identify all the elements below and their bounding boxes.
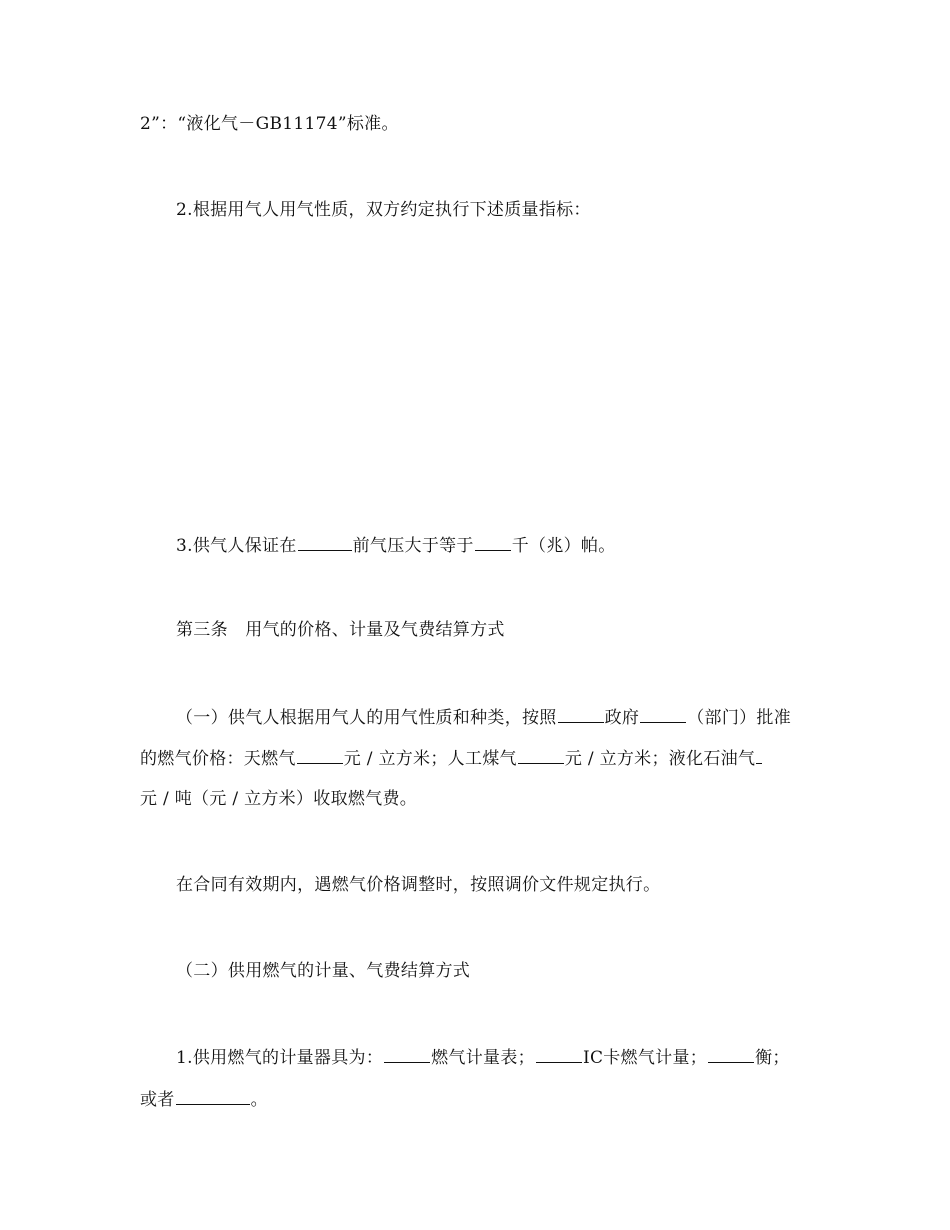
government-blank[interactable] xyxy=(558,706,604,723)
location-blank[interactable] xyxy=(298,534,352,551)
section-1-line-3 xyxy=(140,789,417,809)
lpg-price-blank[interactable] xyxy=(756,747,762,764)
article-3-heading xyxy=(176,620,505,640)
price-text-tail: 元 / 吨（元 / 立方米）收取燃气费。 xyxy=(140,789,418,809)
standard-text: 2”：“液化气－GB11174”标准。 xyxy=(140,114,399,134)
other-meter-blank[interactable] xyxy=(176,1088,250,1105)
ic-card-meter-blank[interactable] xyxy=(536,1046,582,1063)
text-line-pressure xyxy=(176,534,616,556)
natural-gas-price-blank[interactable] xyxy=(297,747,343,764)
text-line-quality-indicators xyxy=(176,200,591,220)
section-1-text-c: （部门）批准 xyxy=(687,708,792,728)
meter-text-d: 衡； xyxy=(755,1048,790,1068)
price-text-a: 的燃气价格：天燃气 xyxy=(140,749,296,769)
gas-meter-blank[interactable] xyxy=(384,1046,430,1063)
price-text-b: 元 / 立方米；人工煤气 xyxy=(343,749,517,769)
section-1-line-1 xyxy=(176,706,791,728)
pressure-text-c: 千（兆）帕。 xyxy=(511,536,616,556)
meter-other-text: 或者 xyxy=(140,1090,175,1110)
quality-indicators-text: 2.根据用气人用气性质，双方约定执行下述质量指标： xyxy=(176,200,591,220)
price-text-c: 元 / 立方米；液化石油气 xyxy=(564,749,756,769)
pressure-text-b: 前气压大于等于 xyxy=(352,536,474,556)
pressure-value-blank[interactable] xyxy=(475,534,511,551)
meter-line-1 xyxy=(176,1046,790,1068)
text-line-standard xyxy=(140,114,399,134)
meter-text-a: 1.供用燃气的计量器具为： xyxy=(176,1048,384,1068)
meter-text-b: 燃气计量表； xyxy=(431,1048,535,1068)
coal-gas-price-blank[interactable] xyxy=(518,747,564,764)
section-1-text-b: 政府 xyxy=(604,708,640,728)
section-1-text-a: （一）供气人根据用气人的用气性质和种类，按照 xyxy=(176,708,557,728)
price-adjustment-text: 在合同有效期内，遇燃气价格调整时，按照调价文件规定执行。 xyxy=(176,875,661,895)
scale-blank[interactable] xyxy=(708,1046,754,1063)
section-2-title: （二）供用燃气的计量、气费结算方式 xyxy=(176,961,471,981)
price-adjustment-line xyxy=(176,875,660,895)
article-3-title: 第三条 用气的价格、计量及气费结算方式 xyxy=(176,620,505,640)
meter-line-2 xyxy=(140,1088,268,1110)
meter-text-c: IC卡燃气计量； xyxy=(582,1048,708,1068)
department-blank[interactable] xyxy=(640,706,686,723)
pressure-text-a: 3.供气人保证在 xyxy=(176,536,297,556)
meter-end-punct: 。 xyxy=(250,1090,268,1110)
section-1-line-2 xyxy=(140,747,763,769)
section-2-heading xyxy=(176,961,470,981)
